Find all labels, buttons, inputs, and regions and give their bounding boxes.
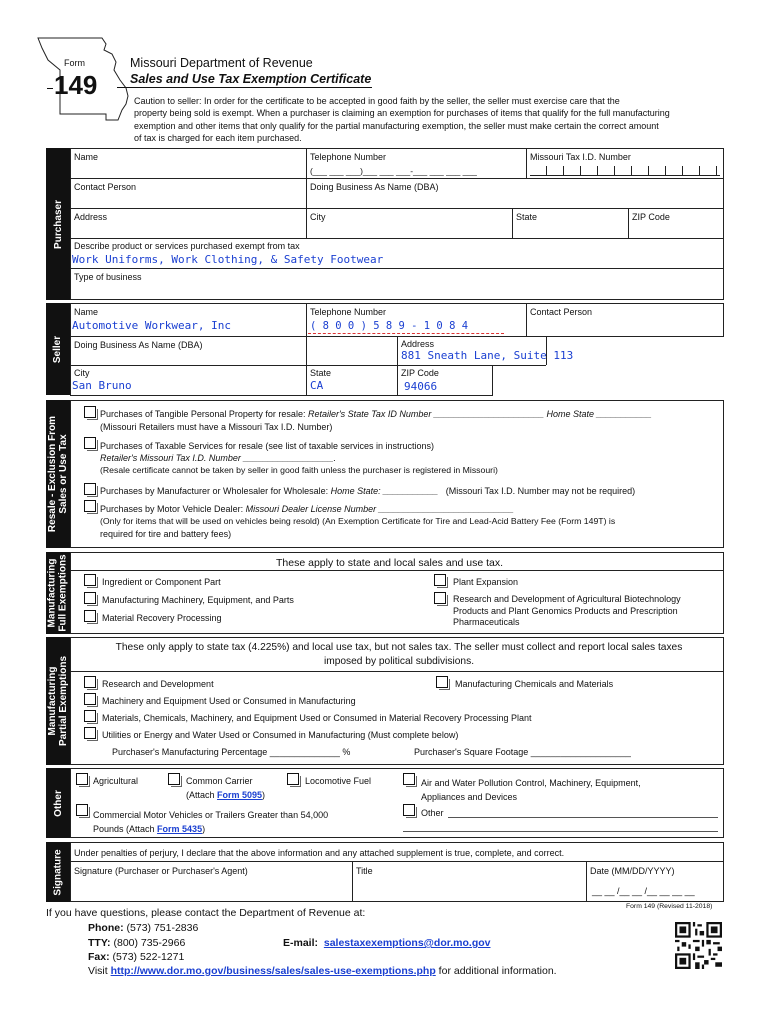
other-tab: Other [46,768,70,838]
date-field[interactable]: __ __ /__ __ /__ __ __ __ [592,886,695,896]
seller-phone-field[interactable]: ( 8 0 0 ) 5 8 9 - 1 0 8 4 [310,320,469,332]
seller-state-field[interactable]: CA [310,379,324,392]
resale-services-note: (Resale certificate cannot be taken by seller in good faith unless the purchaser is registered in Missouri) [100,465,498,475]
manufacturing-full-tab: Manufacturing Full Exemptions [46,552,70,634]
purchaser-phone-label: Telephone Number [310,152,387,162]
mfg-machinery-checkbox[interactable] [84,592,96,604]
commercial-vehicles-label: Commercial Motor Vehicles or Trailers Greater than 54,000 Pounds (Attach Form 5435) [93,810,329,834]
machinery-consumed-label: Machinery and Equipment Used or Consumed in Manufacturing [102,696,356,706]
resale-tangible-note: (Missouri Retailers must have a Missouri Tax I.D. Number) [100,422,333,432]
other-label: Other [421,808,444,818]
purchaser-city-field[interactable] [308,223,510,237]
seller-tab: Seller [46,303,70,395]
locomotive-fuel-checkbox[interactable] [287,773,299,785]
seller-city-label: City [74,368,90,378]
common-carrier-checkbox[interactable] [168,773,180,785]
purchaser-address-field[interactable] [72,223,304,237]
research-development-checkbox[interactable] [84,676,96,688]
manufacturing-full-heading: These apply to state and local sales and use tax. [276,557,504,569]
resale-wholesale-text: Purchases by Manufacturer or Wholesaler for Wholesale: Home State: ___________ (Missouri Tax I.D. Number may not be required) [100,486,636,496]
mfg-machinery-label: Manufacturing Machinery, Equipment, and Parts [102,595,294,605]
seller-state-label: State [310,368,332,378]
material-recovery-label: Material Recovery Processing [102,613,222,623]
seller-name-field[interactable]: Automotive Workwear, Inc [72,319,231,332]
website-link[interactable]: http://www.dor.mo.gov/business/sales/sales-use-exemptions.php [110,965,436,977]
purchaser-city-label: City [310,212,326,222]
resale-dealer-note-2: required for tire and battery fees) [100,529,232,539]
purchaser-taxid-label: Missouri Tax I.D. Number [530,152,631,162]
caution-text: Caution to seller: In order for the certificate to be accepted in good faith by the seller, the seller must exercise care that the property being sold is exempt. When a purchaser is claiming an exemption for purchases of items that qualify for the full manufacturing exemption and other items that only qualify for the partial manufacturing exemption, the seller must make certain the correct amount of tax is charged for each item purchased. [134,96,670,143]
fax-line: Fax: (573) 522-1271 [88,951,185,963]
seller-contact-field[interactable] [528,318,722,334]
purchaser-state-field[interactable] [514,223,626,237]
dash-mark [47,88,53,89]
purchaser-name-field[interactable] [72,162,304,177]
seller-city-field[interactable]: San Bruno [72,379,132,392]
common-carrier-label: Common Carrier [186,776,253,786]
seller-dba-field[interactable] [72,350,304,364]
agricultural-label: Agricultural [93,776,139,786]
purchaser-type-label: Type of business [74,272,142,282]
resale-dealer-checkbox[interactable] [84,500,96,512]
mfg-percentage-field[interactable]: Purchaser's Manufacturing Percentage ______________ % [112,747,351,757]
plant-expansion-checkbox[interactable] [434,574,446,586]
resale-tangible-checkbox[interactable] [84,406,96,418]
title-field[interactable] [354,878,584,900]
square-footage-field[interactable]: Purchaser's Square Footage ____________________ [414,747,631,757]
purchaser-phone-field[interactable]: (___ ___ ___)___ ___ ___-___ ___ ___ ___ [310,166,477,176]
resale-dealer-text: Purchases by Motor Vehicle Dealer: Missouri Dealer License Number ___________________________ [100,504,514,514]
research-development-label: Research and Development [102,679,214,689]
machinery-consumed-checkbox[interactable] [84,693,96,705]
perjury-statement: Under penalties of perjury, I declare that the above information and any attached supplement is true, complete, and correct. [74,848,565,858]
purchaser-describe-label: Describe product or services purchased exempt from tax [74,241,300,251]
signature-label: Signature (Purchaser or Purchaser's Agent) [74,866,248,876]
locomotive-fuel-label: Locomotive Fuel [305,776,372,786]
email-line: E-mail: salestaxexemptions@dor.mo.gov [283,937,491,949]
form-revision: Form 149 (Revised 11-2018) [626,903,713,910]
other-checkbox[interactable] [403,804,415,816]
purchaser-dba-field[interactable] [308,193,722,207]
material-recovery-checkbox[interactable] [84,610,96,622]
purchaser-describe-field[interactable]: Work Uniforms, Work Clothing, & Safety Footwear [72,253,384,266]
form-word: Form [64,58,85,68]
signature-field[interactable] [72,878,350,900]
manufacturing-partial-heading: These only apply to state tax (4.225%) and local use tax, but not sales tax. The seller must collect and report local sales taxes imposed by political subdivisions. [115,642,683,667]
email-link[interactable]: salestaxexemptions@dor.mo.gov [323,937,491,949]
ingredient-checkbox[interactable] [84,574,96,586]
seller-dba-label: Doing Business As Name (DBA) [74,340,203,350]
resale-dealer-note: (Only for items that will be used on vehicles being resold) (An Exemption Certificate for Tire and Lead-Acid Battery Fee (Form 149T) is [100,516,616,526]
manufacturing-partial-tab: Manufacturing Partial Exemptions [46,637,70,765]
purchaser-contact-label: Contact Person [74,182,137,192]
research-ag-biotech-label: Research and Development of Agricultural Biotechnology Products and Plant Genomics Products and Prescription Pharmaceuticals [453,594,681,627]
pollution-control-checkbox[interactable] [403,773,415,785]
plant-expansion-label: Plant Expansion [453,577,519,587]
purchaser-dba-label: Doing Business As Name (DBA) [310,182,439,192]
purchaser-zip-field[interactable] [630,223,722,237]
purchaser-type-field[interactable] [72,283,722,298]
seller-address-label: Address [401,339,435,349]
page-title: Sales and Use Tax Exemption Certificate [117,72,372,88]
seller-zip-label: ZIP Code [401,368,439,378]
pollution-control-label: Air and Water Pollution Control, Machinery, Equipment, Appliances and Devices [421,778,641,802]
materials-recovery-plant-checkbox[interactable] [84,710,96,722]
purchaser-zip-label: ZIP Code [632,212,670,222]
purchaser-contact-field[interactable] [72,193,304,207]
seller-zip-field[interactable]: 94066 [404,380,438,393]
purchaser-tab: Purchaser [46,148,70,300]
resale-tangible-text: Purchases of Tangible Personal Property for resale: Retailer's State Tax ID Number ______________________ Home State ___________ [100,409,652,419]
tty-line: TTY: (800) 735-2966 [88,937,186,949]
agricultural-checkbox[interactable] [76,773,88,785]
seller-address-field[interactable]: 881 Sneath Lane, Suite 113 [401,349,574,362]
resale-tab: Resale - Exclusion From Sales or Use Tax [46,400,70,548]
other-specify-field[interactable] [448,817,718,818]
title-label: Title [356,866,373,876]
purchaser-taxid-field[interactable] [530,166,720,176]
utilities-energy-label: Utilities or Energy and Water Used or Consumed in Manufacturing (Must complete below) [102,730,459,740]
phone-line: Phone: (573) 751-2836 [88,922,199,934]
purchaser-state-label: State [516,212,538,222]
resale-services-taxid: Retailer's Missouri Tax I.D. Number __________________. [100,453,337,463]
qr-code [675,922,722,969]
seller-contact-label: Contact Person [530,307,593,317]
form-number: 149 [54,70,98,100]
purchaser-name-label: Name [74,152,99,162]
seller-phone-label: Telephone Number [310,307,387,317]
department-name: Missouri Department of Revenue [130,56,313,70]
seller-phone-underline [308,333,504,334]
date-label: Date (MM/DD/YYYY) [590,866,675,876]
form-5435-link[interactable]: Form 5435 [157,824,203,834]
commercial-vehicles-checkbox[interactable] [76,804,88,816]
questions-text: If you have questions, please contact the Department of Revenue at: [46,907,366,919]
form-5095-link[interactable]: Form 5095 [217,790,263,800]
materials-recovery-plant-label: Materials, Chemicals, Machinery, and Equipment Used or Consumed in Material Recovery Processing Plant [102,713,532,723]
ingredient-label: Ingredient or Component Part [102,577,221,587]
mfg-chemicals-label: Manufacturing Chemicals and Materials [455,679,614,689]
resale-wholesale-checkbox[interactable] [84,483,96,495]
visit-line: Visit http://www.dor.mo.gov/business/sales/sales-use-exemptions.php for additional information. [88,965,557,977]
purchaser-address-label: Address [74,212,108,222]
utilities-energy-checkbox[interactable] [84,727,96,739]
signature-tab: Signature [46,842,70,902]
common-carrier-attach: (Attach Form 5095) [186,790,266,800]
seller-name-label: Name [74,307,99,317]
resale-services-checkbox[interactable] [84,437,96,449]
research-ag-biotech-checkbox[interactable] [434,592,446,604]
mfg-chemicals-checkbox[interactable] [436,676,448,688]
resale-services-text: Purchases of Taxable Services for resale (see list of taxable services in instructions) [100,441,434,451]
